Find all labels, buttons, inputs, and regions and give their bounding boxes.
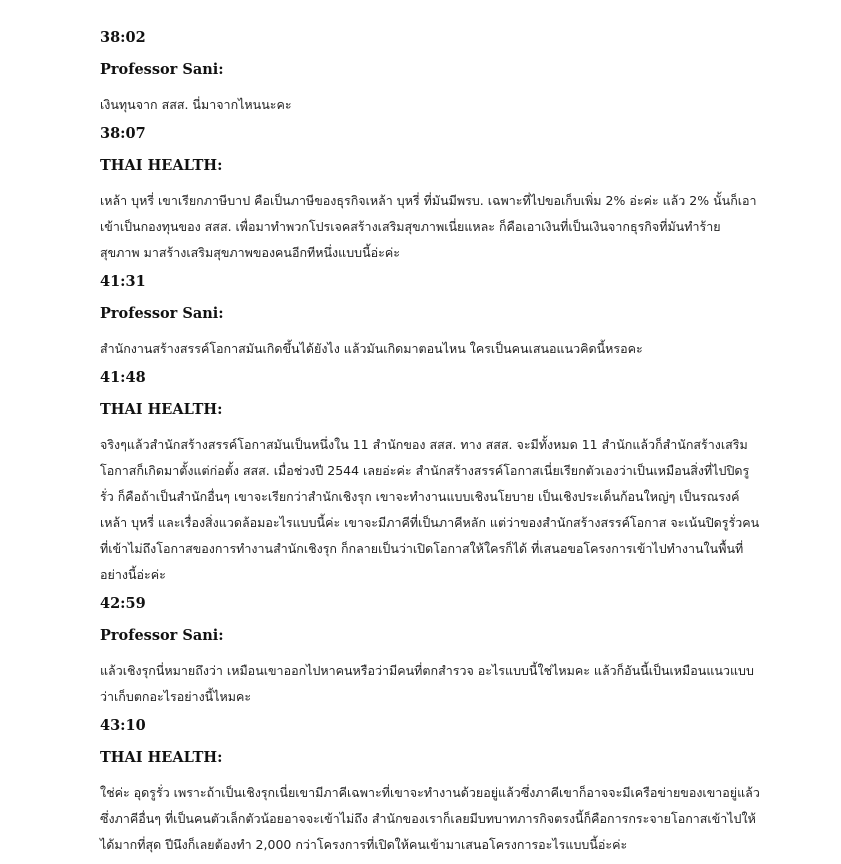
transcript — [100, 28, 760, 864]
utterance-text: แล้วเชิงรุกนี่หมายถึงว่า เหมือนเขาออกไปหาคนหรือว่ามีคนที่ตกสำรวจ อะไรแบบนี้ใช่ไหมคะ แล้วก็อันนี้เป็นเหมือนแนวแบบว่าเก็บตกอะไรอย่างนี้ไหมคะ — [100, 663, 754, 704]
speaker-name: THAI HEALTH: — [100, 401, 223, 418]
timestamp: 41:48 — [100, 369, 146, 386]
transcript-entry — [100, 716, 760, 858]
timestamp: 41:31 — [100, 273, 146, 290]
timestamp: 38:07 — [100, 125, 146, 142]
utterance-text: สำนักงานสร้างสรรค์โอกาสมันเกิดขึ้นได้ยังไง แล้วมันเกิดมาตอนไหน ใครเป็นคนเสนอแนวคิดนี้หรอคะ — [100, 341, 643, 356]
utterance-text: จริงๆแล้วสำนักสร้างสรรค์โอกาสมันเป็นหนึ่งใน 11 สำนักของ สสส. ทาง สสส. จะมีทั้งหมด 11 สำนักแล้วก็สำนักสร้างเสริมโอกาสก็เกิดมาตั้งแต่ก่อตั้ง สสส. เมื่อช่วงปี 2544 เลยอ่ะค่ะ สำนักสร้างสรรค์โอกาสเนี่ยเรียกตัวเองว่าเป็นเหมือนสิ่งที่ไปปิดรูรั่ว ก็คือถ้าเป็นสำนักอื่นๆ เขาจะเรียกว่าสำนักเชิงรุก เขาจะทำงานแบบเชิงนโยบาย เป็นเชิงประเด็นก้อนใหญ่ๆ เป็นรณรงค์เหล้า บุหรี่ และเรื่องสิ่งแวดล้อมอะไรแบบนี้ค่ะ เขาจะมีภาคีที่เป็นภาคีหลัก แต่ว่าของสำนักสร้างสรรค์โอกาส จะเน้นปิดรูรั่วคนที่เข้าไม่ถึงโอกาสของการทำงานสำนักเชิงรุก ก็กลายเป็นว่าเปิดโอกาสให้ใครก็ได้ ที่เสนอขอโครงการเข้าไปทำงานในพื้นที่อย่างนี้อ่ะค่ะ — [100, 437, 760, 582]
speaker-name: Professor Sani: — [100, 305, 224, 322]
timestamp: 43:10 — [100, 717, 146, 734]
transcript-entry — [100, 272, 760, 362]
transcript-entry — [100, 28, 760, 118]
transcript-entry — [100, 594, 760, 710]
transcript-entry — [100, 368, 760, 588]
speaker-name: Professor Sani: — [100, 627, 224, 644]
speaker-name: Professor Sani: — [100, 61, 224, 78]
transcript-entry — [100, 124, 760, 266]
speaker-name: THAI HEALTH: — [100, 749, 223, 766]
timestamp: 42:59 — [100, 595, 146, 612]
timestamp: 38:02 — [100, 29, 146, 46]
utterance-text: ใช่ค่ะ อุดรูรั่ว เพราะถ้าเป็นเชิงรุกเนี่ยเขามีภาคีเฉพาะที่เขาจะทำงานด้วยอยู่แล้วซึ่งภาคีเขาก็อาจจะมีเครือข่ายของเขาอยู่แล้วซึ่งภาคีอื่นๆ ที่เป็นคนตัวเล็กตัวน้อยอาจจะเข้าไม่ถึง สำนักของเราก็เลยมีบทบาทภารกิจตรงนี้ก็คือการกระจายโอกาสเข้าไปให้ได้มากที่สุด ปีนึงก็เลยต้องทำ 2,000 กว่าโครงการที่เปิดให้คนเข้ามาเสนอโครงการอะไรแบบนี้อ่ะค่ะ — [100, 785, 760, 852]
utterance-text: เหล้า บุหรี่ เขาเรียกภาษีบาป คือเป็นภาษีของธุรกิจเหล้า บุหรี่ ที่มันมีพรบ. เฉพาะที่ไปขอเก็บเพิ่ม 2% อ่ะค่ะ แล้ว 2% นั้นก็เอาเข้าเป็นกองทุนของ สสส. เพื่อมาทำพวกโปรเจคสร้างเสริมสุขภาพเนี่ยแหละ ก็คือเอาเงินที่เป็นเงินจากธุรกิจที่มันทำร้ายสุขภาพ มาสร้างเสริมสุขภาพของคนอีกทีหนึ่งแบบนี้อ่ะค่ะ — [100, 193, 757, 260]
utterance-text: เงินทุนจาก สสส. นี่มาจากไหนนะคะ — [100, 97, 292, 112]
speaker-name: THAI HEALTH: — [100, 157, 223, 174]
